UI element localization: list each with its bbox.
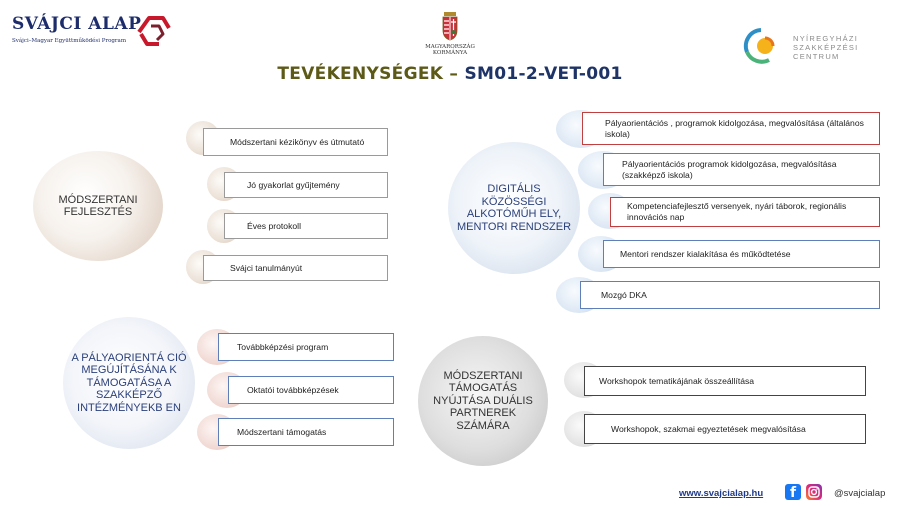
group3-item1: Továbbképzési program (218, 333, 394, 361)
group4-item1: Workshopok tematikájának összeállítása (584, 366, 866, 396)
group2-item4: Mentori rendszer kialakítása és működtetése (603, 240, 880, 268)
website-link[interactable]: www.svajcialap.hu (679, 488, 764, 499)
brand-title: SVÁJCI ALAP (12, 14, 142, 34)
group-career-orientation-circle: A PÁLYAORIENTÁ CIÓ MEGÚJÍTÁSÁNA K TÁMOGATÁSA A SZAKKÉPZŐ INTÉZMÉNYEKB EN (63, 317, 195, 449)
gov-line-1: MAGYARORSZÁG (425, 44, 475, 50)
group-digital-workshop-circle: DIGITÁLIS KÖZÖSSÉGI ALKOTÓMŰH ELY, MENTORI RENDSZER (448, 142, 580, 274)
nysc-label (793, 34, 859, 61)
group2-item3: Kompetenciafejlesztő versenyek, nyári táborok, regionális innovációs nap (610, 197, 880, 227)
group3-item3: Módszertani támogatás (218, 418, 394, 446)
group2-item5: Mozgó DKA (580, 281, 880, 309)
social-handle: @svajcialap (834, 488, 886, 499)
group2-item1: Pályaorientációs , programok kidolgozása, megvalósítása (általános iskola) (582, 112, 880, 145)
instagram-glyph (806, 484, 822, 500)
group1-item3: Éves protokoll (224, 213, 388, 239)
government-label (410, 44, 490, 56)
facebook-icon[interactable]: f (785, 484, 801, 500)
svajci-alap-logo-icon (133, 12, 173, 48)
group3-item2: Oktatói továbbképzések (228, 376, 394, 404)
group1-item2: Jó gyakorlat gyűjtemény (224, 172, 388, 198)
brand-subtitle: Svájci–Magyar Együttműködési Program (12, 38, 127, 44)
nysc-line-2: SZAKKÉPZÉSI (793, 43, 859, 52)
instagram-icon[interactable] (806, 484, 822, 500)
group2-item2: Pályaorientációs programok kidolgozása, megvalósítása (szakképző iskola) (603, 153, 880, 186)
page-title-part2: SM01-2-VET-001 (464, 64, 623, 84)
nysc-line-1: NYÍREGYHÁZI (793, 34, 859, 43)
page-title-part1: TEVÉKENYSÉGEK – (277, 64, 465, 84)
group-methodology-circle: MÓDSZERTANI FEJLESZTÉS (33, 151, 163, 261)
page-title (0, 64, 900, 84)
gov-line-2: KORMÁNYA (432, 50, 468, 56)
group1-item1: Módszertani kézikönyv és útmutató (203, 128, 388, 156)
nysc-line-3: CENTRUM (793, 52, 840, 61)
nysc-logo-icon (739, 26, 783, 64)
group4-item2: Workshopok, szakmai egyeztetések megvalósítása (584, 414, 866, 444)
group1-item4: Svájci tanulmányút (203, 255, 388, 281)
hungarian-coat-of-arms-icon (440, 8, 460, 42)
group-dual-partners-circle: MÓDSZERTANI TÁMOGATÁS NYÚJTÁSA DUÁLIS PARTNEREK SZÁMÁRA (418, 336, 548, 466)
